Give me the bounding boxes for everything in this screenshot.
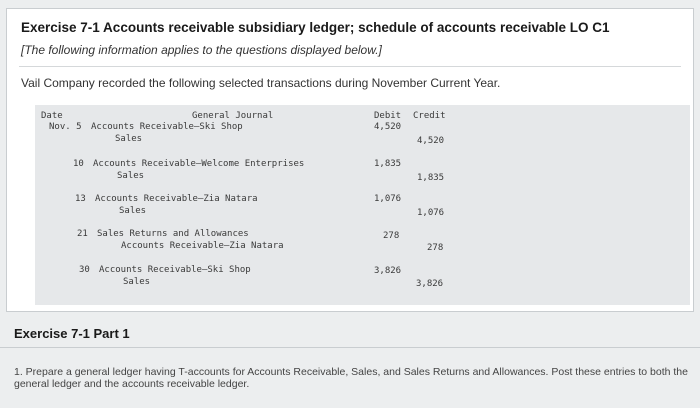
journal-entry-credit-account: Sales xyxy=(115,134,143,144)
journal-entry-credit-account: Sales xyxy=(117,171,145,181)
journal-entry-debit: 278 xyxy=(383,231,400,241)
exercise-title: Exercise 7-1 Accounts receivable subsidiary ledger; schedule of accounts receivable LO C1 xyxy=(21,20,610,35)
journal-entry-credit: 4,520 xyxy=(417,136,445,146)
journal-entry-credit: 278 xyxy=(427,243,444,253)
journal-entry-debit: 1,835 xyxy=(374,159,402,169)
exercise-card xyxy=(6,8,694,312)
journal-entry-credit: 1,076 xyxy=(417,208,445,218)
exercise-subtitle: [The following information applies to the questions displayed below.] xyxy=(21,43,382,57)
journal-entry-credit-account: Accounts Receivable—Zia Natara xyxy=(121,241,284,251)
divider xyxy=(19,66,681,67)
journal-entry-date: 10 xyxy=(73,159,84,169)
journal-entry-date: 21 xyxy=(77,229,88,239)
exercise-intro: Vail Company recorded the following selected transactions during November Current Year. xyxy=(21,76,501,90)
journal-entry-credit: 3,826 xyxy=(416,279,444,289)
journal-entry-debit-account: Accounts Receivable—Zia Natara xyxy=(95,194,258,204)
journal-entry-debit: 1,076 xyxy=(374,194,402,204)
journal-entry-date: Nov. 5 xyxy=(49,122,82,132)
journal-entry-credit-account: Sales xyxy=(123,277,151,287)
journal-entry-debit-account: Accounts Receivable—Ski Shop xyxy=(99,265,251,275)
part-title: Exercise 7-1 Part 1 xyxy=(14,326,130,341)
journal-entry-debit-account: Sales Returns and Allowances xyxy=(97,229,249,239)
journal-entry-debit: 3,826 xyxy=(374,266,402,276)
journal-header-debit: Debit xyxy=(374,111,402,121)
journal-header-date: Date xyxy=(41,111,63,121)
general-journal-image xyxy=(35,105,690,305)
journal-entry-credit-account: Sales xyxy=(119,206,147,216)
journal-entry-debit-account: Accounts Receivable—Ski Shop xyxy=(91,122,243,132)
journal-entry-credit: 1,835 xyxy=(417,173,445,183)
part-divider xyxy=(0,347,700,348)
journal-entry-date: 30 xyxy=(79,265,90,275)
journal-header-credit: Credit xyxy=(413,111,446,121)
journal-entry-debit: 4,520 xyxy=(374,122,402,132)
journal-header-general-journal: General Journal xyxy=(192,111,274,121)
journal-entry-debit-account: Accounts Receivable—Welcome Enterprises xyxy=(93,159,305,169)
journal-entry-date: 13 xyxy=(75,194,86,204)
question-text: 1. Prepare a general ledger having T-accounts for Accounts Receivable, Sales, and Sales Returns and Allowances. Post these entries to both the general ledger and the accounts receivable ledger. xyxy=(14,366,688,390)
